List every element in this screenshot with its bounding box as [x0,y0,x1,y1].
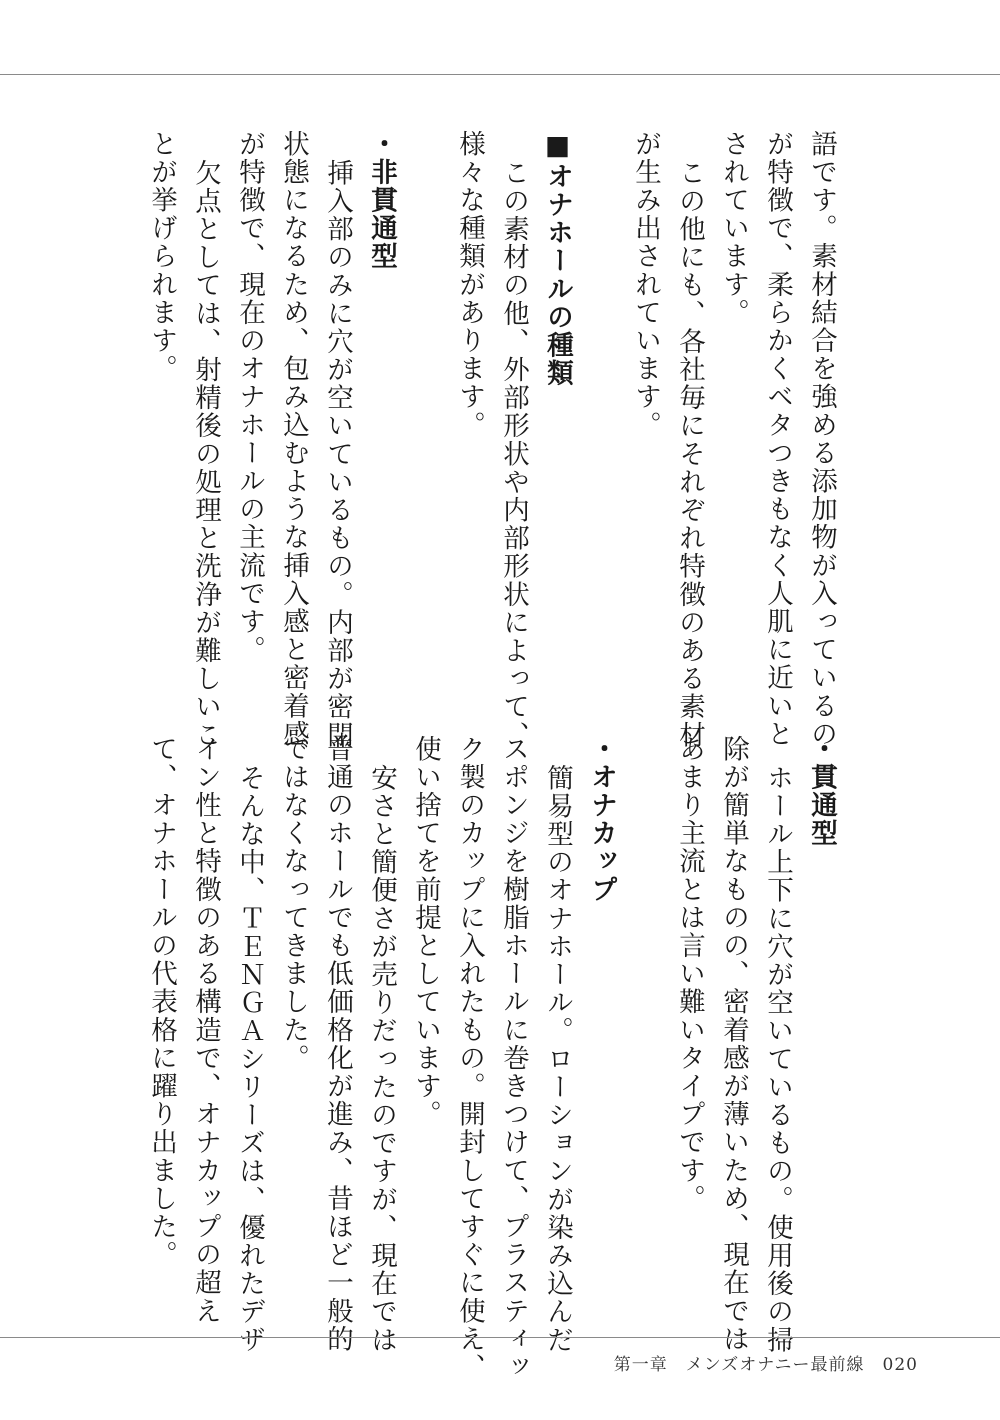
text-column: 除が簡単なものの、密着感が薄いため、現在では [718,735,749,1354]
footer-title: メンズオナニー最前線 [685,1355,865,1375]
text-column: 安さと簡便さが売りだったのですが、現在では [366,764,397,1355]
text-column: 簡易型のオナホール。ローションが染み込んだ [542,764,573,1355]
text-column: が生み出されています。 [630,130,661,440]
section-heading: ■オナホールの種類 [542,130,573,388]
text-column: スポンジを樹脂ホールに巻きつけて、プラスティッ [498,735,529,1382]
text-column: されています。 [718,130,749,327]
text-column: イン性と特徴のある構造で、オナカップの超え [190,735,221,1326]
subheading: ・非貫通型 [366,130,397,271]
text-column: そんな中、ＴＥＮＧＡシリーズは、優れたデザ [234,764,265,1355]
text-column: ク製のカップに入れたもの。開封してすぐに使え、 [454,735,485,1382]
text-column: 使い捨てを前提としています。 [410,735,441,1129]
text-column: 普通のホールでも低価格化が進み、昔ほど一般的 [322,735,353,1354]
text-column: て、オナホールの代表格に躍り出ました。 [146,735,177,1269]
text-column: が特徴で、柔らかくベタつきもなく人肌に近いと [762,130,793,749]
text-column: ホール上下に穴が空いているもの。使用後の掃 [762,764,793,1355]
page-footer [596,1350,918,1375]
text-column: 挿入部のみに穴が空いているもの。内部が密閉 [322,159,353,750]
page-number: 020 [882,1355,918,1375]
footer-chapter: 第一章 [613,1355,668,1375]
top-rule [0,74,1000,75]
text-column: 欠点としては、射精後の処理と洗浄が難しいこ [190,159,221,750]
text-column: とが挙げられます。 [146,130,177,383]
text-column: が特徴で、現在のオナホールの主流です。 [234,130,265,664]
text-column: この他にも、各社毎にそれぞれ特徴のある素材 [674,159,705,750]
text-column: あまり主流とは言い難いタイプです。 [674,735,705,1213]
bottom-rule [0,1337,1000,1338]
text-column: この素材の他、外部形状や内部形状によって、 [498,159,529,750]
text-column: 様々な種類があります。 [454,130,485,440]
text-column: 状態になるため、包み込むような挿入感と密着感 [278,130,309,749]
subheading: ・オナカップ [586,735,617,904]
text-column: 語です。素材結合を強める添加物が入っているの [806,130,837,749]
subheading: ・貫通型 [806,735,837,848]
text-column: ではなくなってきました。 [278,735,309,1073]
